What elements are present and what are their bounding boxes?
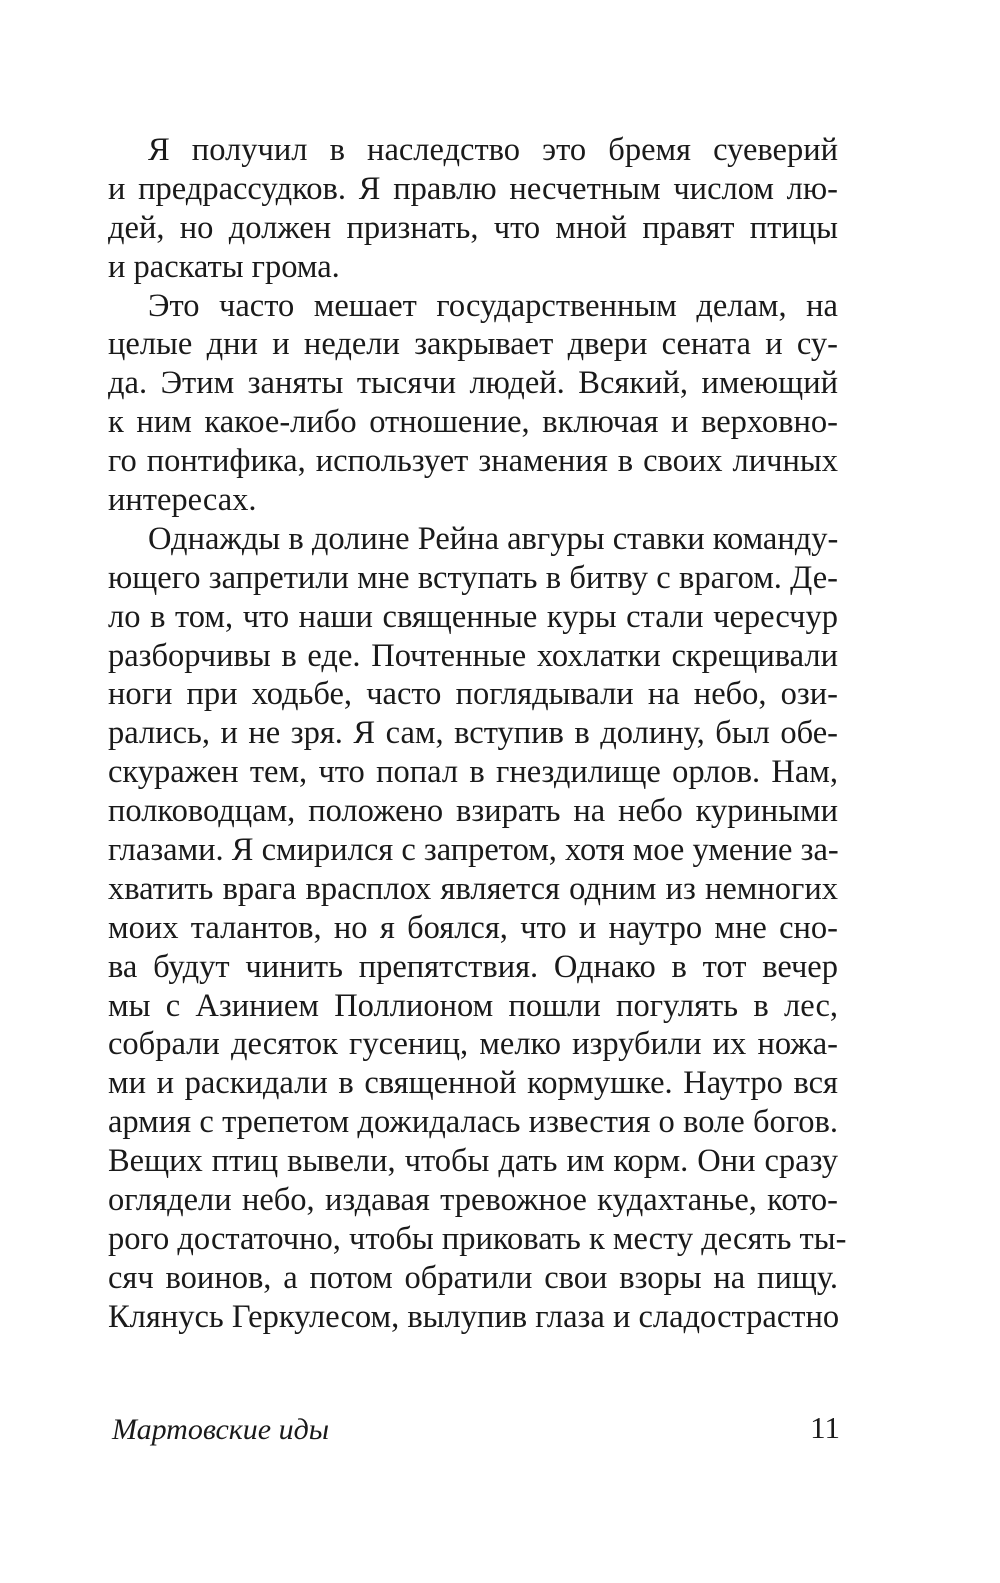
text-line: Это часто мешает государственным делам, на	[148, 287, 838, 324]
text-line: и предрассудков. Я правлю несчетным числом лю-	[108, 170, 838, 207]
text-line: рались, и не зря. Я сам, вступив в долину, был обе-	[108, 715, 838, 752]
text-line: глазами. Я смирился с запретом, хотя мое умение за-	[108, 832, 839, 869]
text-line: рого достаточно, чтобы приковать к месту десять ты-	[108, 1220, 847, 1257]
text-line: дей, но должен признать, что мной правят птицы	[108, 209, 838, 246]
text-line: го понтифика, использует знамения в своих личных	[108, 443, 838, 480]
text-line: моих талантов, но я боялся, что и наутро мне сно-	[108, 909, 838, 946]
text-line: ноги при ходьбе, часто поглядывали на небо, ози-	[108, 676, 838, 713]
text-line: Вещих птиц вывели, чтобы дать им корм. Они сразу	[108, 1143, 838, 1180]
text-line: интересах.	[108, 482, 257, 519]
text-line: скуражен тем, что попал в гнездилище орлов. Нам,	[108, 754, 838, 791]
text-line: Однажды в долине Рейна авгуры ставки команду-	[148, 520, 839, 557]
text-line: ми и раскидали в священной кормушке. Наутро вся	[108, 1065, 838, 1102]
text-line: сяч воинов, а потом обратили свои взоры на пищу.	[108, 1259, 838, 1296]
text-line: ло в том, что наши священные куры стали чересчур	[108, 598, 838, 635]
text-line: целые дни и недели закрывает двери сената и су-	[108, 326, 838, 363]
text-line: Я получил в наследство это бремя суеверий	[148, 132, 838, 168]
text-line: ва будут чинить препятствия. Однако в тот вечер	[108, 948, 838, 985]
text-line: хватить врага врасплох является одним из немногих	[108, 870, 838, 907]
text-line: собрали десяток гусениц, мелко изрубили их ножа-	[108, 1026, 838, 1063]
running-footer-title: Мартовские иды	[112, 1413, 330, 1446]
text-line: Клянусь Геркулесом, вылупив глаза и сладострастно	[108, 1298, 840, 1335]
text-line: и раскаты грома.	[108, 248, 340, 285]
text-line: полководцам, положено взирать на небо куриными	[108, 793, 838, 830]
text-line: да. Этим заняты тысячи людей. Всякий, имеющий	[108, 365, 838, 402]
body-text	[108, 131, 847, 1337]
text-line: армия с трепетом дожидалась известия о воле богов.	[108, 1104, 838, 1141]
page-number: 11	[810, 1410, 840, 1445]
text-line: мы с Азинием Поллионом пошли погулять в лес,	[108, 987, 838, 1024]
text-line: ющего запретили мне вступать в битву с врагом. Де-	[108, 559, 838, 596]
text-line: разборчивы в еде. Почтенные хохлатки скрещивали	[108, 637, 838, 674]
text-line: к ним какое-либо отношение, включая и верховно-	[108, 404, 838, 441]
text-line: оглядели небо, издавая тревожное кудахтанье, кото-	[108, 1182, 838, 1219]
